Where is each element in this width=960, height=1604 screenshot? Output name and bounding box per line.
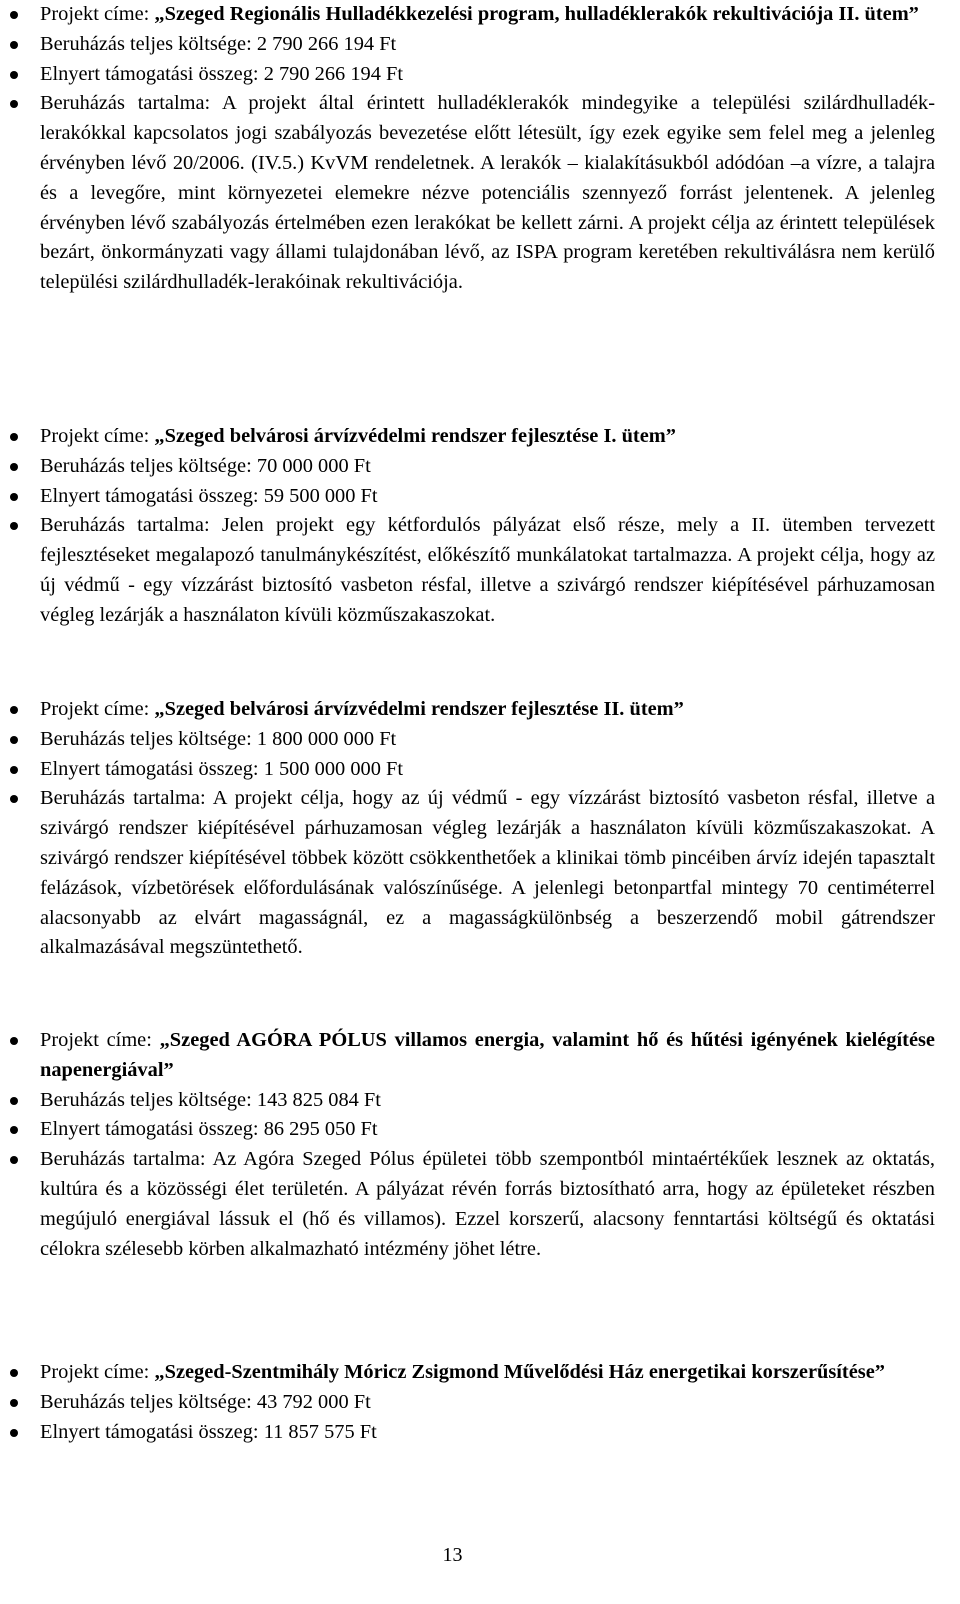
project-content: A projekt célja, hogy az új védmű - egy vízzárást biztosító vasbeton résfal, illetve a szivárgó rendszer kiépítésével párhuzamosan végleg lezárják a használaton kívüli közműszakaszokat. A szivárgó rendszer kiépítésével többek között csökkenthetőek a klinikai tömb pincéiben árvíz idején tapasztalt felázások, vízbetörések előfordulásának valószínűsége. A jelenlegi betonpartfal mintegy 70 centiméterrel alacsonyabb az elvárt magasságnál, ez a magasságkülönbség a beszerzendő mobil gátrendszer alkalmazásával megszüntethető. [40,787,936,959]
content-label: Beruházás tartalma: [40,1148,206,1171]
project-title: „Szeged-Szentmihály Móricz Zsigmond Művelődési Ház energetikai korszerűsítése” [154,1361,885,1383]
project-title: „Szeged belvárosi árvízvédelmi rendszer fejlesztése II. ütem” [154,698,684,720]
title-label: Projekt címe: [40,1029,152,1051]
project-block [40,695,935,963]
project-cost: 143 825 084 Ft [256,1088,381,1111]
grant-label: Elnyert támogatási összeg: [40,757,259,780]
project-grant-item [40,1418,935,1448]
page-number: 13 [442,1544,463,1566]
project-content-item [40,511,935,630]
title-label: Projekt címe: [40,1361,150,1383]
content-label: Beruházás tartalma: [40,92,211,115]
project-grant-item [40,755,935,785]
project-content-item [40,1145,935,1264]
project-cost: 1 800 000 000 Ft [256,727,397,750]
project-block [40,1358,935,1447]
project-grant-item [40,1115,935,1145]
project-grant-item [40,482,935,512]
project-cost: 70 000 000 Ft [256,454,371,477]
project-title: „Szeged AGÓRA PÓLUS villamos energia, valamint hő és hűtési igényének kielégítése napenergiával” [40,1029,935,1081]
content-label: Beruházás tartalma: [40,787,206,810]
project-title-item [40,422,935,452]
grant-label: Elnyert támogatási összeg: [40,1118,259,1141]
project-content: A projekt által érintett hulladéklerakók mindegyike a települési szilárdhulladék-lerakókkal kapcsolatos jogi szabályozás bevezetése előtt létesült, így ezek egyike sem felel meg a jelenleg érvényben lévő 20/2006. (IV.5.) KvVM rendeletnek. A lerakók – kialakításukból adódóan –a vízre, a talajra és a levegőre, mint környezetei elemekre nézve potenciális szennyező forrást jelentenek. A jelenleg érvényben lévő szabályozás értelmében ezen lerakókat be kellett zárni. A projekt célja az érintett települések bezárt, önkormányzati vagy állami tulajdonában lévő, az ISPA program keretében rekultiválásra nem kerülő települési szilárdhulladék-lerakóinak rekultivációja. [40,92,935,294]
grant-label: Elnyert támogatási összeg: [40,484,259,507]
project-title-item [40,1026,935,1086]
cost-label: Beruházás teljes költsége: [40,1088,252,1111]
project-title: „Szeged belvárosi árvízvédelmi rendszer fejlesztése I. ütem” [154,425,676,447]
title-label: Projekt címe: [40,425,150,447]
project-block [40,422,935,631]
content-label: Beruházás tartalma: [40,514,210,537]
project-title-item [40,1358,935,1388]
project-cost-item [40,1086,935,1116]
cost-label: Beruházás teljes költsége: [40,1390,252,1413]
project-block [40,0,935,298]
cost-label: Beruházás teljes költsége: [40,454,252,477]
title-label: Projekt címe: [40,3,150,25]
cost-label: Beruházás teljes költsége: [40,727,252,750]
project-title-item [40,0,935,30]
project-grant: 1 500 000 000 Ft [263,757,404,780]
project-grant-item [40,60,935,90]
project-content-item [40,89,935,298]
project-cost-item [40,452,935,482]
project-title-item [40,695,935,725]
project-grant: 2 790 266 194 Ft [263,62,404,85]
cost-label: Beruházás teljes költsége: [40,32,252,55]
title-label: Projekt címe: [40,698,150,720]
project-cost-item [40,30,935,60]
project-grant: 86 295 050 Ft [263,1118,378,1141]
project-title: „Szeged Regionális Hulladékkezelési program, hulladéklerakók rekultivációja II. ütem” [154,3,919,25]
project-grant: 11 857 575 Ft [263,1420,377,1443]
grant-label: Elnyert támogatási összeg: [40,62,259,85]
project-grant: 59 500 000 Ft [263,484,378,507]
project-cost: 2 790 266 194 Ft [256,32,397,55]
grant-label: Elnyert támogatási összeg: [40,1420,259,1443]
project-content: Jelen projekt egy kétfordulós pályázat első része, mely a II. ütemben tervezett fejlesztéseket megalapozó tanulmánykészítést, előkészítő munkálatokat tartalmazza. A projekt célja, hogy az új védmű - egy vízzárást biztosító vasbeton résfal, illetve a szivárgó rendszer kiépítésével párhuzamosan végleg lezárják a használaton kívüli közműszakaszokat. [40,514,935,626]
project-cost-item [40,1388,935,1418]
project-block [40,1026,935,1264]
project-content: Az Agóra Szeged Pólus épületei több szempontból mintaértékűek lesznek az oktatás, kultúra és a közösségi élet területén. A pályázat révén forrás biztosítható arra, hogy az épületeket részben megújuló energiával lássuk el (hő és villamos). Ezzel korszerű, alacsony fenntartási költségű és oktatási célokra szélesebb körben alkalmazható intézmény jöhet létre. [40,1148,935,1260]
project-content-item [40,784,935,963]
project-cost: 43 792 000 Ft [256,1390,371,1413]
project-cost-item [40,725,935,755]
